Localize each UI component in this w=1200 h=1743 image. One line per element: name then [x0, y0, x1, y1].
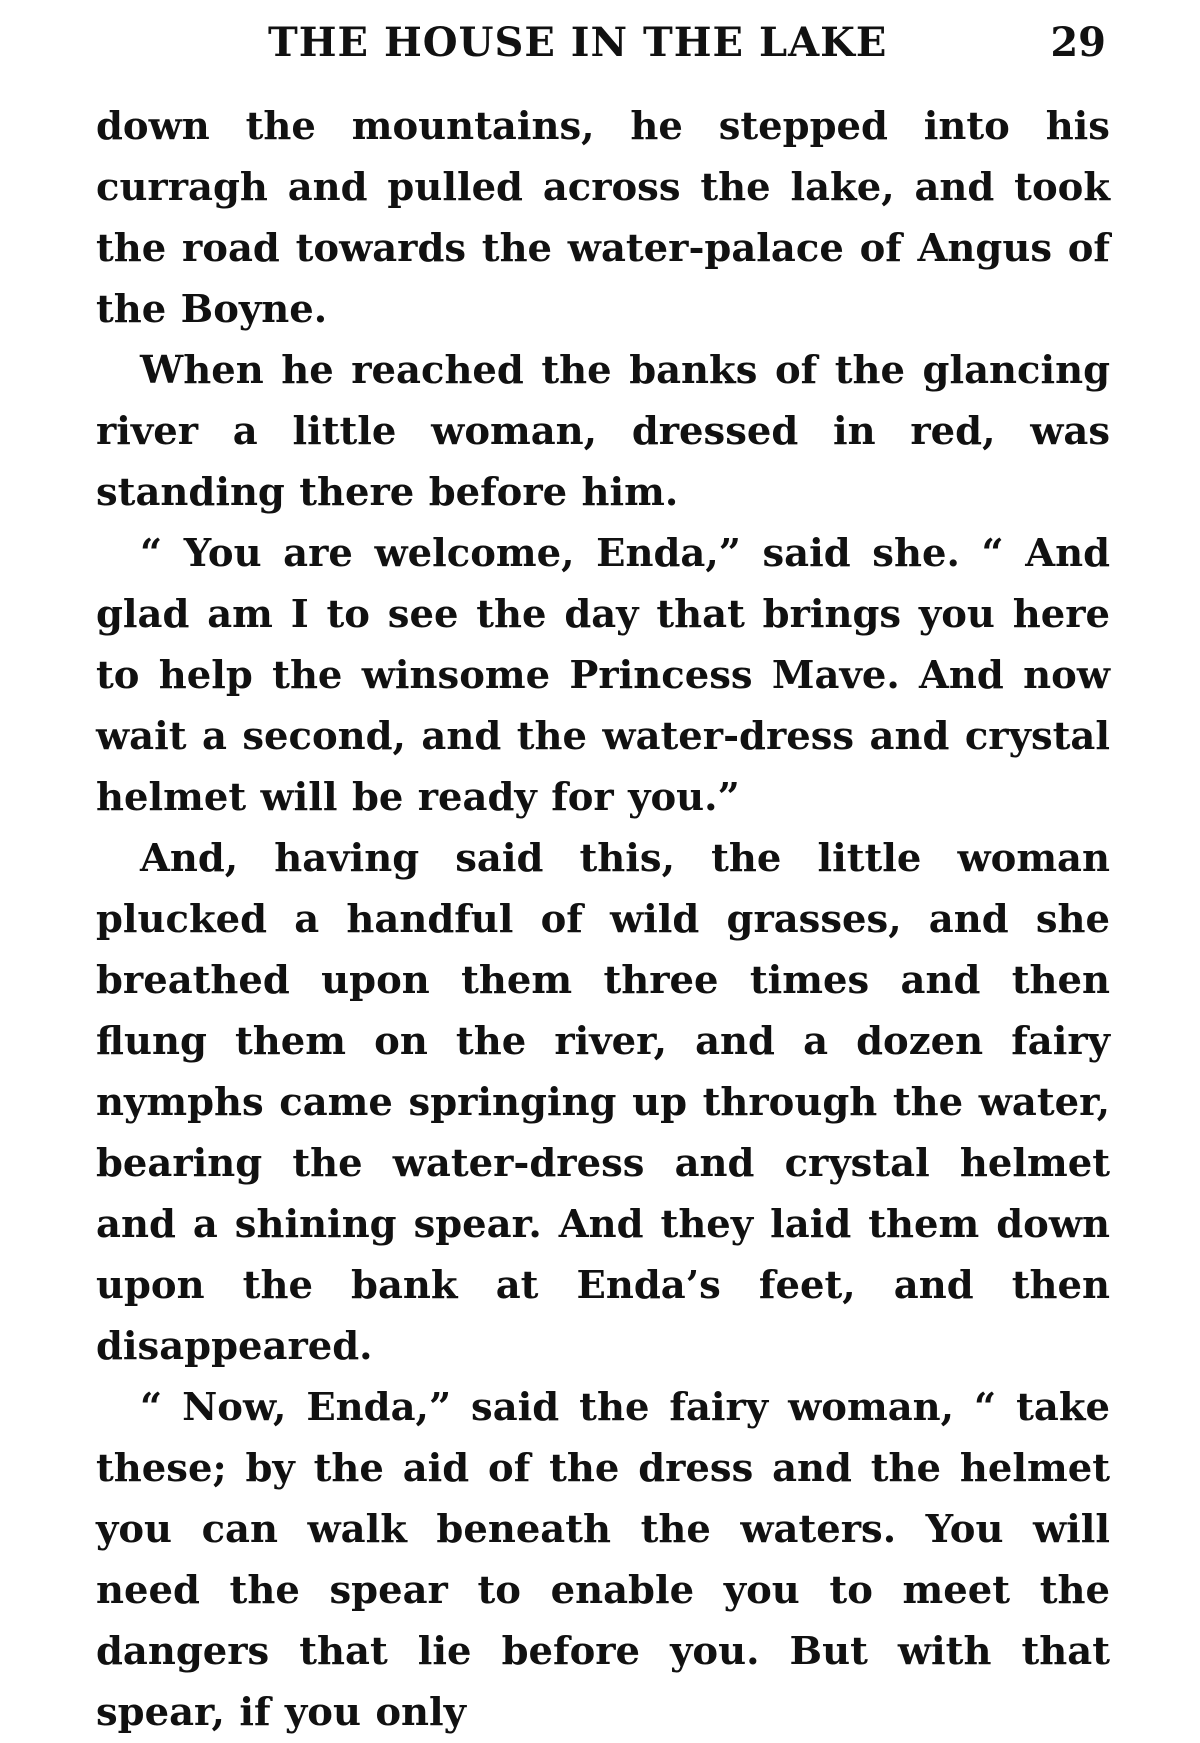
body-text	[96, 96, 1110, 1743]
paragraph: “ Now, Enda,” said the fairy woman, “ take these; by the aid of the dress and the helmet you can walk beneath the waters. You will need the spear to enable you to meet the dangers that lie before you. But with that spear, if you only	[96, 1385, 1110, 1735]
paragraph: When he reached the banks of the glancing river a little woman, dressed in red, was standing there before him.	[96, 348, 1110, 515]
paragraph-continued: down the mountains, he stepped into his curragh and pulled across the lake, and took the road towards the water-palace of Angus of the Boyne.	[96, 104, 1110, 332]
page-header	[96, 18, 1110, 68]
running-title: THE HOUSE IN THE LAKE	[268, 19, 888, 66]
paragraph: “ You are welcome, Enda,” said she. “ And glad am I to see the day that brings you here to help the winsome Princess Mave. And now wait a second, and the water-dress and crystal helmet will be ready for you.”	[96, 531, 1110, 820]
page-number: 29	[1050, 19, 1106, 66]
book-page	[96, 18, 1110, 1743]
paragraph: And, having said this, the little woman plucked a handful of wild grasses, and she breathed upon them three times and then flung them on the river, and a dozen fairy nymphs came springing up through the water, bearing the water-dress and crystal helmet and a shining spear. And they laid them down upon the bank at Enda’s feet, and then disappeared.	[96, 836, 1110, 1369]
